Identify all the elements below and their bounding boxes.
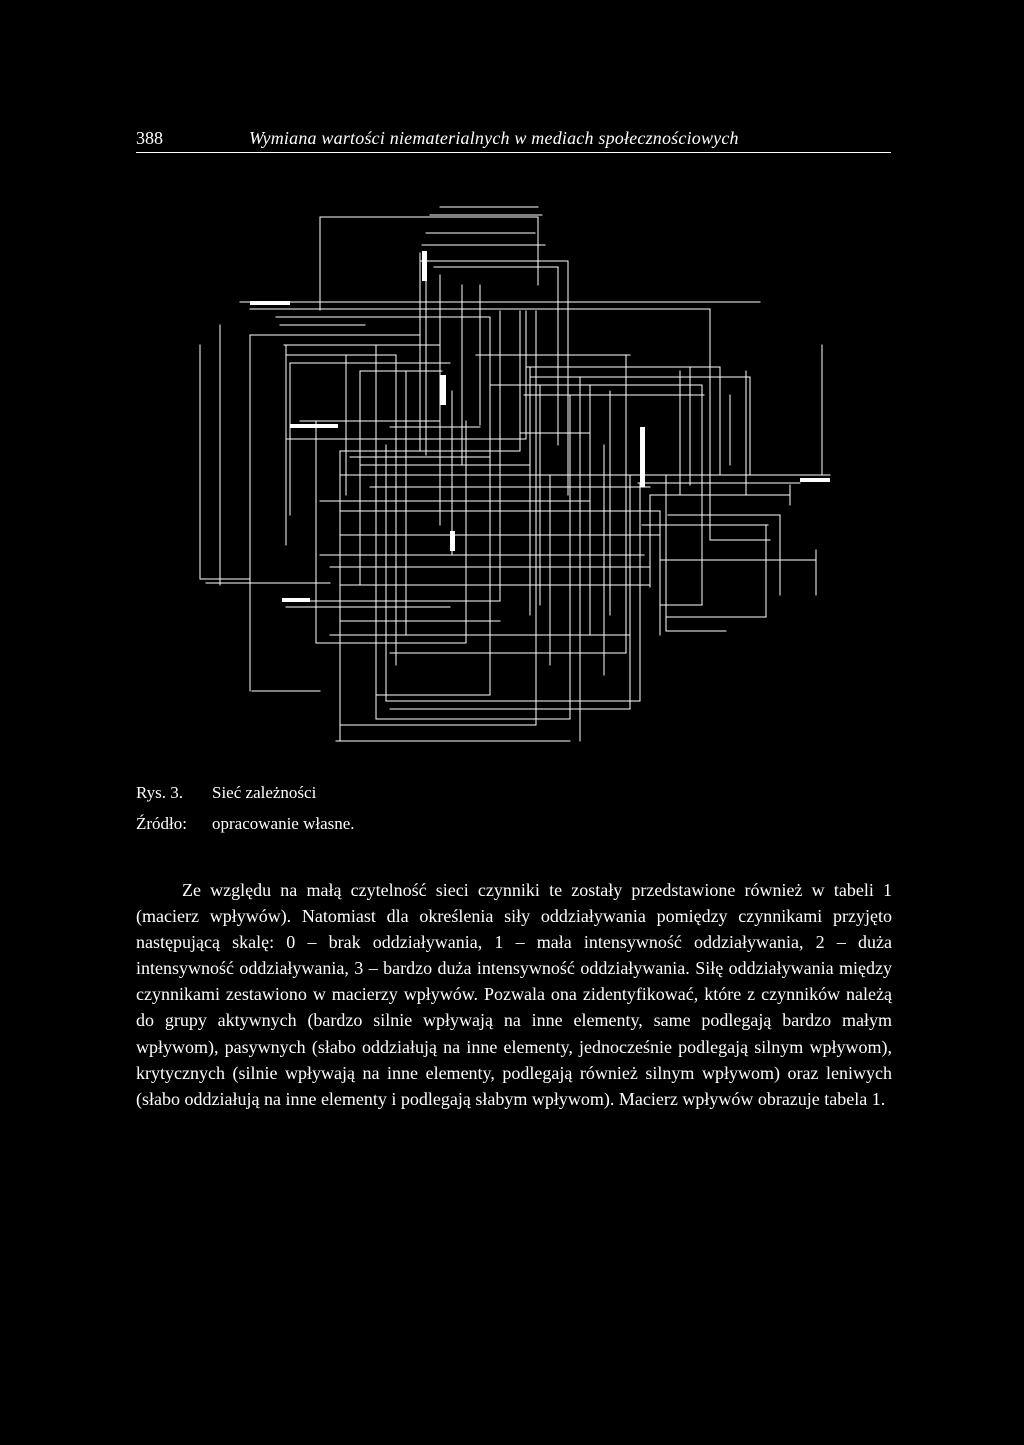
page-header [136,124,891,153]
figure-label: Rys. 3. [136,783,184,802]
network-link-bold [282,598,310,602]
page-number: 388 [136,128,163,148]
network-link-bold [450,531,455,551]
network-link-bold [440,375,446,405]
network-link [320,217,538,285]
network-link-bold [250,301,290,305]
network-link-bold [800,478,830,482]
network-link-bold [640,427,645,487]
body-paragraph: Ze względu na małą czytelność sieci czynniki te zostały przedstawione również w tabeli 1 (macierz wpływów). Natomiast dla określenia siły oddziaływania pomiędzy czynnikami przyjęto następującą skalę: 0 – brak oddziaływania, 1 – mała intensywność oddziaływania, 2 – duża intensywność oddziaływania, 3 – bardzo duża intensywność oddziaływania. Siłę oddziaływania między czynnikami zestawiono w macierzy wpływów. Pozwala ona zidentyfikować, które z czynników należą do grupy aktywnych (bardzo silnie wpływają na inne elementy, same podlegają bardzo małym wpływom), pasywnych (słabo oddziałują na inne elementy, jednocześnie podlegają silnym wpływom), krytycznych (silnie wpływają na inne elementy, podlegają również silnym wpływom) oraz leniwych (słabo oddziałują na inne elementy i podlegają słabym wpływom). Macierz wpływów obrazuje tabela 1. [136,880,892,1109]
figure-caption [136,782,316,804]
body-text [136,877,892,1112]
figure-caption-text: Sieć zależności [212,783,317,802]
figure-source [136,813,355,835]
network-link [434,267,558,445]
running-title: Wymiana wartości niematerialnych w mediach społecznościowych [249,128,739,148]
network-link-bold [422,251,427,281]
network-link-bold [290,424,338,428]
dependency-network-diagram [190,195,840,755]
source-text: opracowanie własne. [212,814,355,833]
source-label: Źródło: [136,814,187,833]
